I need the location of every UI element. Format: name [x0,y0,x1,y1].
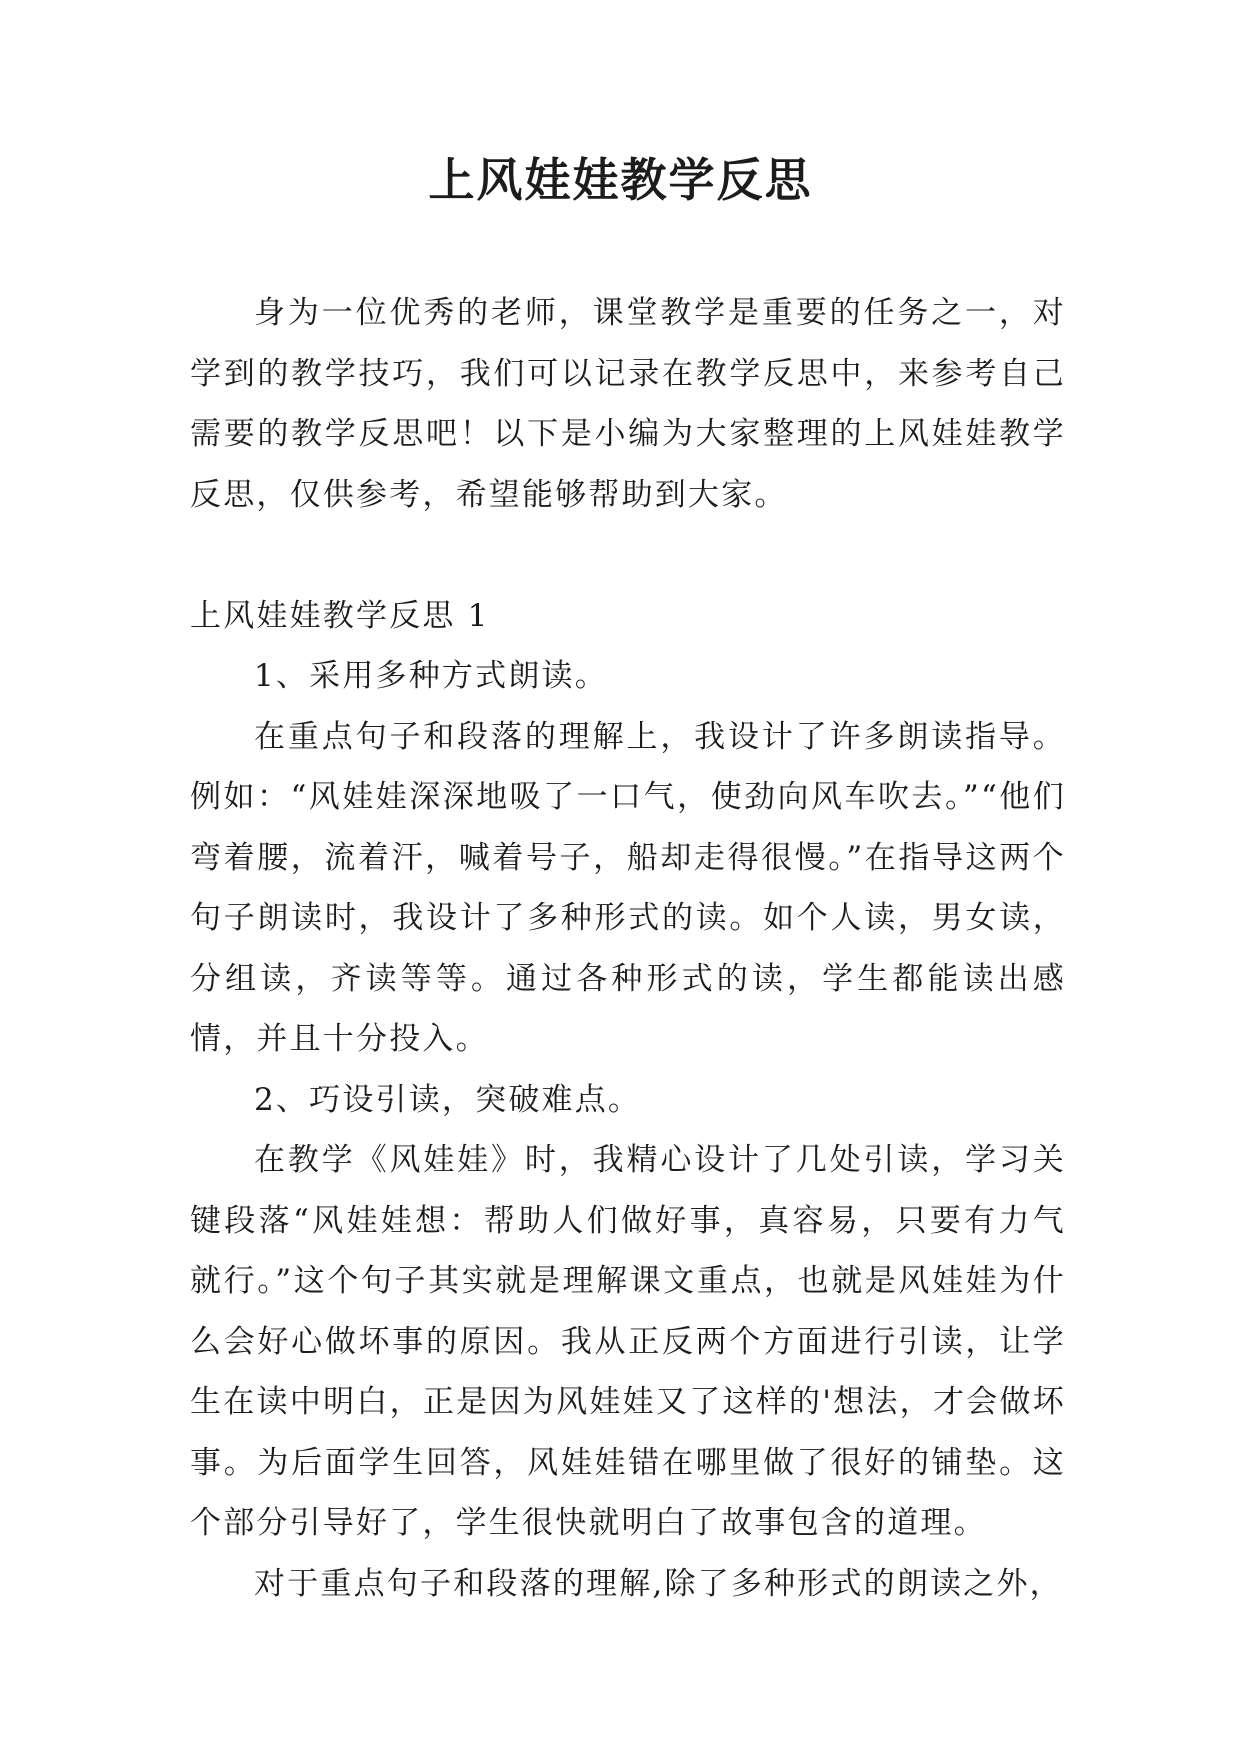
intro-paragraph: 身为一位优秀的老师，课堂教学是重要的任务之一，对学到的教学技巧，我们可以记录在教学反思中，来参考自己需要的教学反思吧！以下是小编为大家整理的上风娃娃教学反思，仅供参考，希望能够帮助到大家。 [190,295,1066,513]
paragraph-spacer [190,525,1066,586]
point-1-paragraph: 在重点句子和段落的理解上，我设计了许多朗读指导。例如：“风娃娃深深地吸了一口气，使劲向风车吹去。”“他们弯着腰，流着汗，喊着号子，船却走得很慢。”在指导这两个句子朗读时，我设计了多种形式的读。如个人读，男女读，分组读，齐读等等。通过各种形式的读，学生都能读出感情，并且十分投入。 [190,718,1066,1057]
point-2-paragraph: 在教学《风娃娃》时，我精心设计了几处引读，学习关键段落“风娃娃想：帮助人们做好事，真容易，只要有力气就行。”这个句子其实就是理解课文重点，也就是风娃娃为什么会好心做坏事的原因。我从正反两个方面进行引读，让学生在读中明白，正是因为风娃娃又了这样的'想法，才会做坏事。为后面学生回答，风娃娃错在哪里做了很好的铺垫。这个部分引导好了，学生很快就明白了故事包含的道理。 [190,1142,1066,1541]
point-1-title: 1、采用多种方式朗读。 [254,658,608,694]
point-2-title: 2、巧设引读，突破难点。 [254,1081,642,1118]
document-title: 上风娃娃教学反思 [428,153,813,207]
document-body [190,283,1066,1614]
closing-paragraph-fragment: 对于重点句子和段落的理解,除了多种形式的朗读之外， [254,1565,1063,1602]
section-heading: 上风娃娃教学反思 1 [190,597,490,634]
